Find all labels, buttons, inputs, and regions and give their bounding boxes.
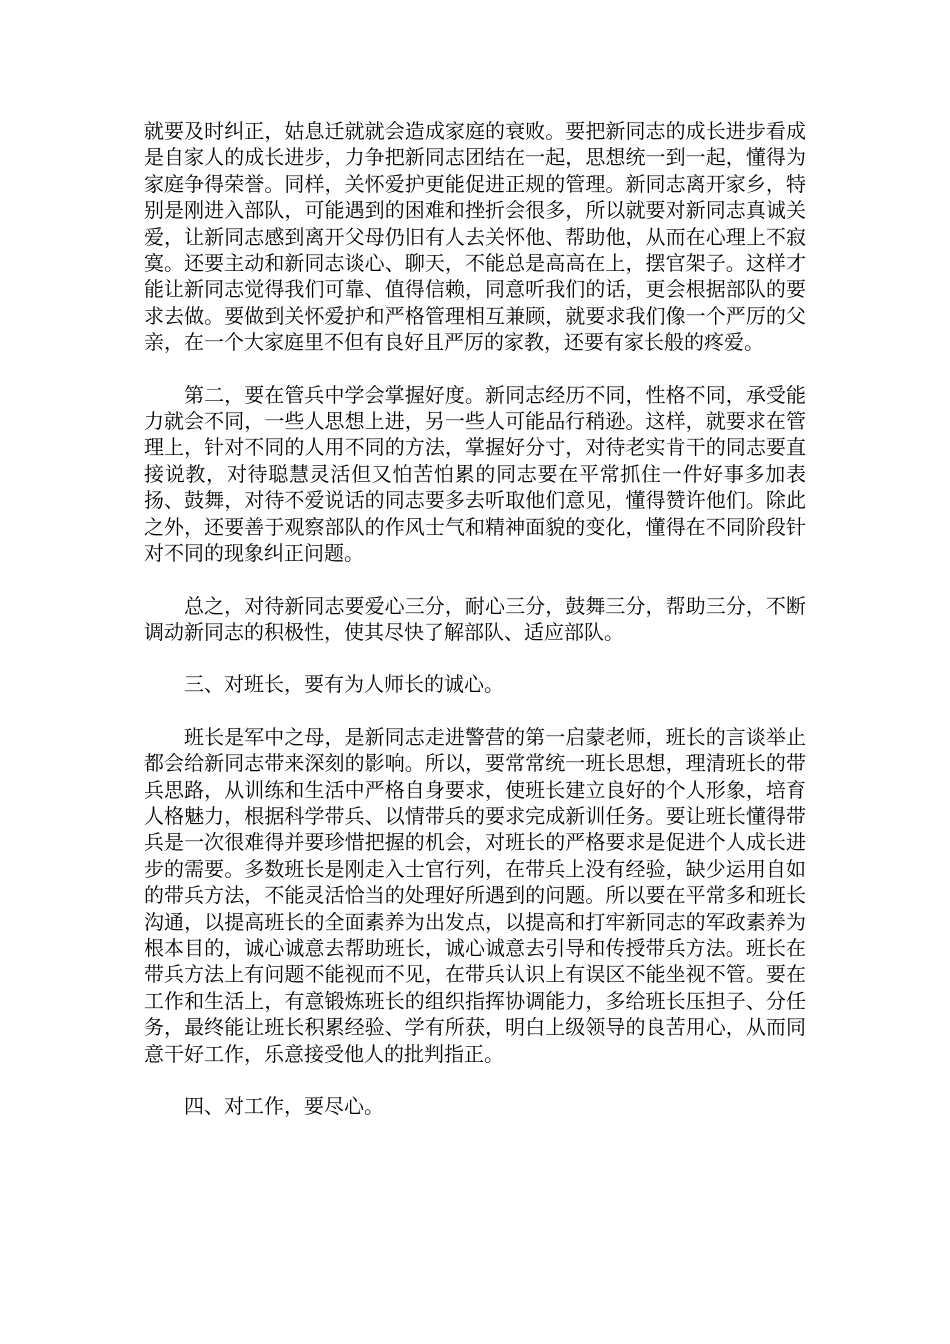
- paragraph-second-point: 第二，要在管兵中学会掌握好度。新同志经历不同，性格不同，承受能力就会不同，一些人思想上进，另一些人可能品行稍逊。这样，就要求在管理上，针对不同的人用不同的方法，掌握好分寸，对待老实肯干的同志要直接说教，对待聪慧灵活但又怕苦怕累的同志要在平常抓住一件好事多加表扬、鼓舞，对待不爱说话的同志要多去听取他们意见，懂得赞许他们。除此之外，还要善于观察部队的作风士气和精神面貌的变化，懂得在不同阶段针对不同的现象纠正问题。: [144, 382, 806, 566]
- paragraph-squad-leader: 班长是军中之母，是新同志走进警营的第一启蒙老师，班长的言谈举止都会给新同志带来深刻的影响。所以，要常常统一班长思想，理清班长的带兵思路，从训练和生活中严格自身要求，使班长建立良好的个人形象，培育人格魅力，根据科学带兵、以情带兵的要求完成新训任务。要让班长懂得带兵是一次很难得并要珍惜把握的机会，对班长的严格要求是促进个人成长进步的需要。多数班长是刚走入士官行列，在带兵上没有经验，缺少运用自如的带兵方法，不能灵活恰当的处理好所遇到的问题。所以要在平常多和班长沟通，以提高班长的全面素养为出发点，以提高和打牢新同志的军政素养为根本目的，诚心诚意去帮助班长，诚心诚意去引导和传授带兵方法。班长在带兵方法上有问题不能视而不见，在带兵认识上有误区不能坐视不管。要在工作和生活上，有意锻炼班长的组织指挥协调能力，多给班长压担子、分任务，最终能让班长积累经验、学有所获，明白上级领导的良苦用心，从而同意干好工作，乐意接受他人的批判指正。: [144, 724, 806, 1066]
- section-heading-squad-leader: 三、对班长，要有为人师长的诚心。: [184, 672, 504, 697]
- paragraph-summary: 总之，对待新同志要爱心三分，耐心三分，鼓舞三分，帮助三分，不断调动新同志的积极性，使其尽快了解部队、适应部队。: [144, 593, 806, 644]
- section-heading-work: 四、对工作，要尽心。: [184, 1094, 384, 1118]
- paragraph-continuation: 就要及时纠正，姑息迁就就会造成家庭的衰败。要把新同志的成长进步看成是自家人的成长进步，力争把新同志团结在一起，思想统一到一起，懂得为家庭争得荣誉。同样，关怀爱护更能促进正规的管理。新同志离开家乡，特别是刚进入部队，可能遇到的困难和挫折会很多，所以就要对新同志真诚关爱，让新同志感到离开父母仍旧有人去关怀他、帮助他，从而在心理上不寂寞。还要主动和新同志谈心、聊天，不能总是高高在上，摆官架子。这样才能让新同志觉得我们可靠、值得信赖，同意听我们的话，更会根据部队的要求去做。要做到关怀爱护和严格管理相互兼顾，就要求我们像一个严厉的父亲，在一个大家庭里不但有良好且严厉的家教，还要有家长般的疼爱。: [144, 119, 806, 355]
- document-body: [144, 118, 806, 1145]
